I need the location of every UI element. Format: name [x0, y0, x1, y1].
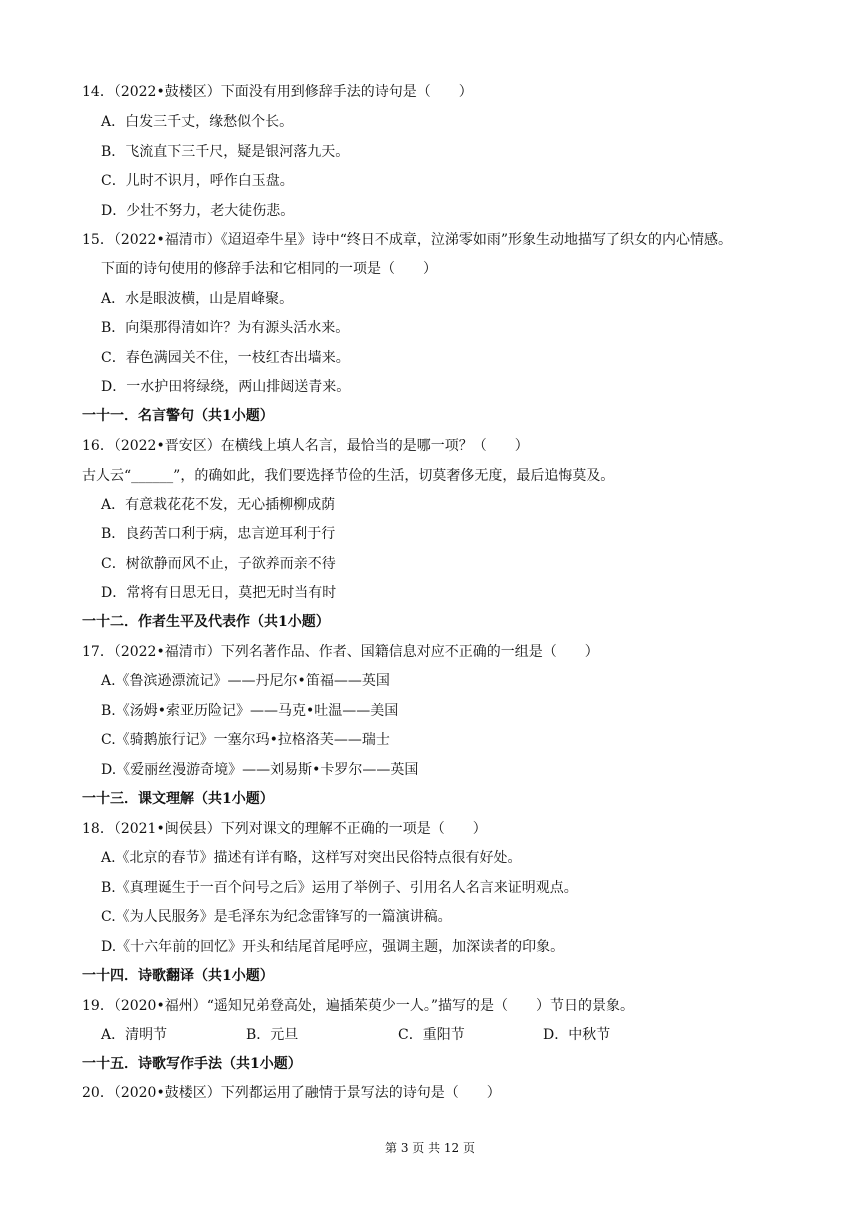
question-16-option-d: D．常将有日思无日，莫把无时当有时 — [101, 585, 337, 601]
question-14-option-b: B．飞流直下三千尺，疑是银河落九天。 — [101, 144, 350, 160]
question-15-option-b: B．向渠那得清如许？为有源头活水来。 — [101, 320, 350, 336]
question-15-stem-line2: 下面的诗句使用的修辞手法和它相同的一项是（ ） — [101, 261, 437, 277]
section-heading-11: 一十一．名言警句（共1小题） — [82, 408, 274, 424]
question-18-option-c: C.《为人民服务》是毛泽东为纪念雷锋写的一篇演讲稿。 — [101, 909, 452, 925]
question-16-option-c: C．树欲静而风不止，子欲养而亲不待 — [101, 556, 336, 572]
question-19-stem: 19．（2020•福州）“遥知兄弟登高处，遍插茱萸少一人。”描写的是（ ）节日的景象。 — [82, 998, 635, 1014]
question-17-option-d: D.《爱丽丝漫游奇境》——刘易斯•卡罗尔——英国 — [101, 762, 419, 778]
page-footer: 第 3 页 共 12 页 — [385, 1141, 475, 1155]
question-19-option-d: D．中秋节 — [543, 1027, 611, 1043]
question-20-stem: 20．（2020•鼓楼区）下列都运用了融情于景写法的诗句是（ ） — [82, 1085, 501, 1101]
section-heading-12: 一十二．作者生平及代表作（共1小题） — [82, 614, 330, 630]
question-19-option-b: B．元旦 — [246, 1027, 299, 1043]
question-15-option-c: C．春色满园关不住，一枝红杏出墙来。 — [101, 350, 350, 366]
question-17-stem: 17．（2022•福清市）下列名著作品、作者、国籍信息对应不正确的一组是（ ） — [82, 644, 599, 660]
question-18-option-d: D.《十六年前的回忆》开头和结尾首尾呼应，强调主题，加深读者的印象。 — [101, 939, 565, 955]
question-14-stem: 14．（2022•鼓楼区）下面没有用到修辞手法的诗句是（ ） — [82, 84, 473, 100]
question-16-option-a: A．有意栽花花不发，无心插柳柳成荫 — [101, 497, 336, 513]
question-15-option-d: D．一水护田将绿绕，两山排闼送青来。 — [101, 379, 351, 395]
question-19-option-a: A．清明节 — [101, 1027, 168, 1043]
section-heading-15: 一十五．诗歌写作手法（共1小题） — [82, 1056, 302, 1072]
question-15-stem-line1: 15．（2022•福清市）《迢迢牵牛星》诗中“终日不成章，泣涕零如雨”形象生动地描写了织女的内心情感。 — [82, 232, 733, 248]
section-heading-13: 一十三．课文理解（共1小题） — [82, 791, 274, 807]
question-18-option-a: A.《北京的春节》描述有详有略，这样写对突出民俗特点很有好处。 — [101, 850, 522, 866]
section-heading-14: 一十四．诗歌翻译（共1小题） — [82, 968, 274, 984]
question-17-option-a: A.《鲁滨逊漂流记》——丹尼尔•笛福——英国 — [101, 673, 390, 689]
question-17-option-c: C.《骑鹅旅行记》一塞尔玛•拉格洛芙——瑞士 — [101, 732, 390, 748]
question-18-stem: 18．（2021•闽侯县）下列对课文的理解不正确的一项是（ ） — [82, 821, 487, 837]
question-16-option-b: B．良药苦口利于病，忠言逆耳利于行 — [101, 526, 336, 542]
question-14-option-c: C．儿时不识月，呼作白玉盘。 — [101, 173, 294, 189]
question-16-stem: 16．（2022•晋安区）在横线上填人名言，最恰当的是哪一项？（ ） — [82, 438, 529, 454]
question-18-option-b: B.《真理诞生于一百个问号之后》运用了举例子、引用名人名言来证明观点。 — [101, 880, 578, 896]
question-17-option-b: B.《汤姆•索亚历险记》——马克•吐温——美国 — [101, 703, 399, 719]
question-14-option-d: D．少壮不努力，老大徒伤悲。 — [101, 203, 295, 219]
question-16-context: 古人云“______”，的确如此，我们要选择节俭的生活，切莫奢侈无度，最后追悔莫及。 — [82, 468, 615, 484]
question-15-option-a: A．水是眼波横，山是眉峰聚。 — [101, 291, 294, 307]
question-14-option-a: A．白发三千丈，缘愁似个长。 — [101, 114, 294, 130]
question-19-option-c: C．重阳节 — [398, 1027, 465, 1043]
